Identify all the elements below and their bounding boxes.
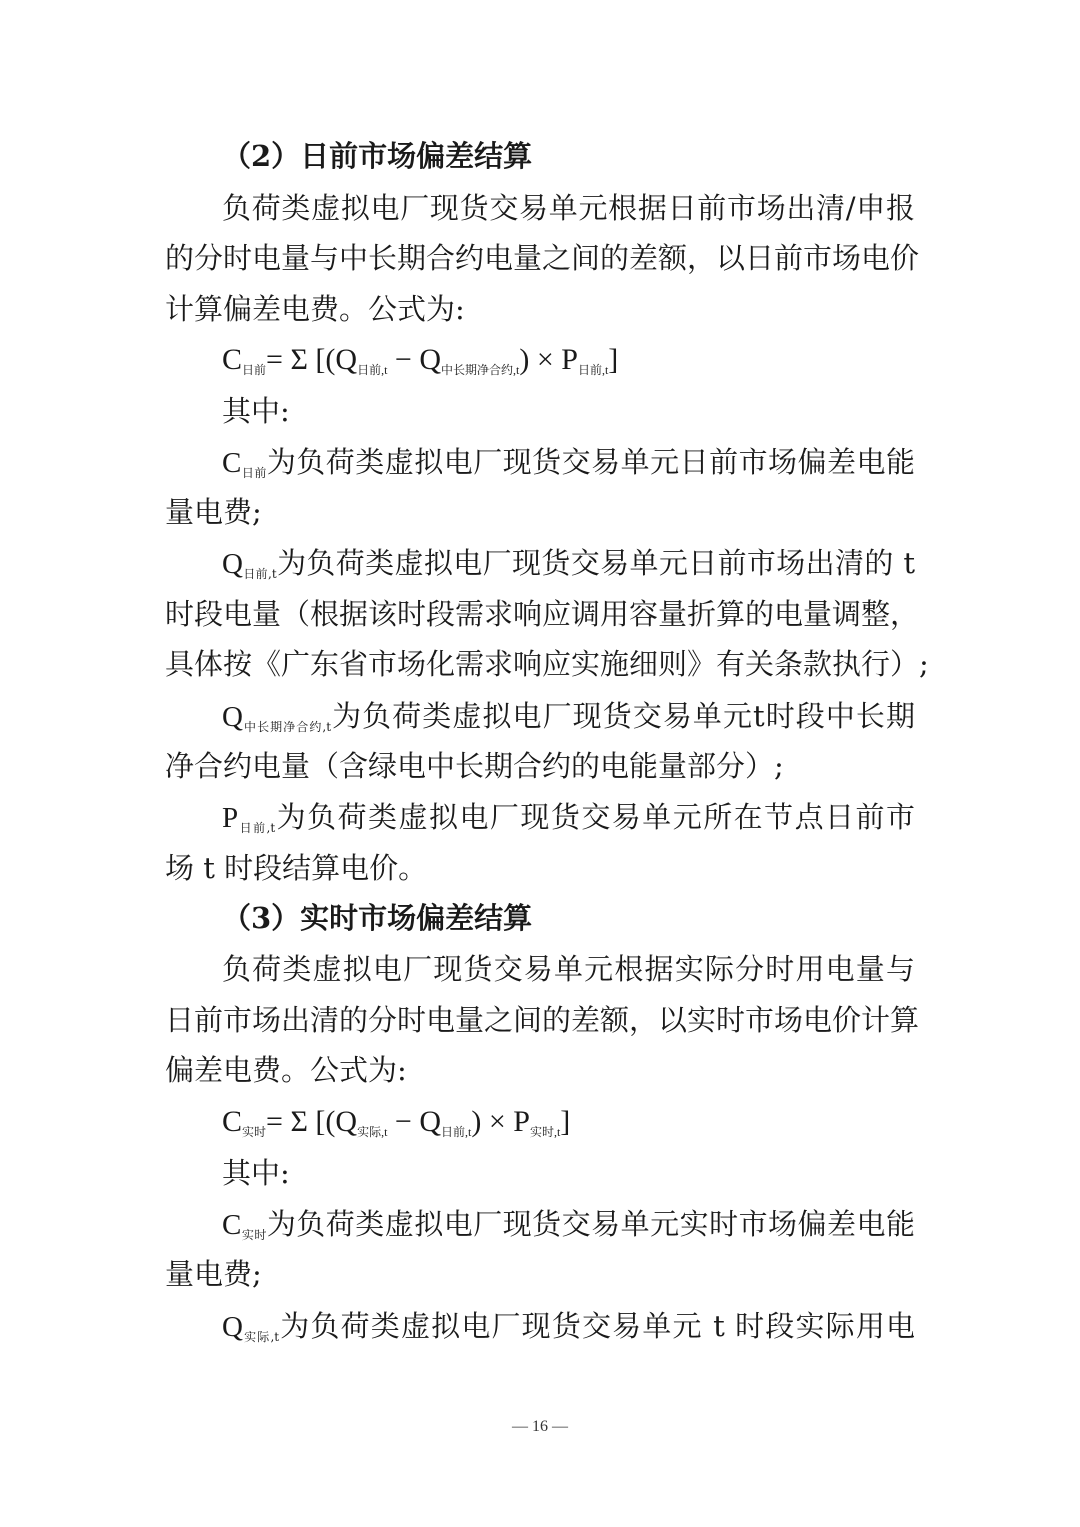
definition-line: 时段电量（根据该时段需求响应调用容量折算的电量调整， <box>165 597 920 631</box>
formula-real-time: $C_{实时}= \Sigma$ $[(Q_{实际,t} - Q_{日前,t}) \times P_{实时,t}]$ <box>222 1105 571 1139</box>
paragraph-line: 偏差电费。公式为: <box>165 1053 407 1087</box>
paragraph-line: 负荷类虚拟电厂现货交易单元根据日前市场出清/申报 <box>222 191 915 225</box>
paragraph-line: 日前市场出清的分时电量之间的差额，以实时市场电价计算 <box>165 1003 920 1037</box>
formula-day-ahead: $C_{日前}= \Sigma$ $[(Q_{日前,t} - Q_{中长期净合约,t}) \times P_{日前,t}]$ <box>222 343 619 377</box>
definition-line: $Q_{中长期净合约,t}$为负荷类虚拟电厂现货交易单元t时段中长期 <box>222 699 915 734</box>
section-heading-2: （2）日前市场偏差结算 <box>222 139 533 173</box>
definition-line: $C_{日前}$为负荷类虚拟电厂现货交易单元日前市场偏差电能 <box>222 445 915 480</box>
definition-line: $C_{实时}$为负荷类虚拟电厂现货交易单元实时市场偏差电能 <box>222 1207 915 1242</box>
where-label: 其中: <box>222 1156 290 1190</box>
definition-line: 净合约电量（含绿电中长期合约的电能量部分）; <box>165 749 784 783</box>
definition-line: $Q_{实际,t}$为负荷类虚拟电厂现货交易单元 t 时段实际用电 <box>222 1309 915 1344</box>
definition-line: 量电费; <box>165 495 262 529</box>
page-number: — 16 — <box>512 1418 568 1435</box>
paragraph-line: 的分时电量与中长期合约电量之间的差额，以日前市场电价 <box>165 241 920 275</box>
section-heading-3: （3）实时市场偏差结算 <box>222 901 533 935</box>
definition-line: 场 t 时段结算电价。 <box>165 851 428 885</box>
definition-line: $P_{日前,t}$为负荷类虚拟电厂现货交易单元所在节点日前市 <box>222 800 915 835</box>
paragraph-line: 计算偏差电费。公式为: <box>165 292 465 326</box>
definition-line: 具体按《广东省市场化需求响应实施细则》有关条款执行）; <box>165 647 929 681</box>
paragraph-line: 负荷类虚拟电厂现货交易单元根据实际分时用电量与 <box>222 952 915 986</box>
definition-line: 量电费; <box>165 1257 262 1291</box>
definition-line: $Q_{日前,t}$为负荷类虚拟电厂现货交易单元日前市场出清的 t <box>222 546 916 581</box>
where-label: 其中: <box>222 394 290 428</box>
